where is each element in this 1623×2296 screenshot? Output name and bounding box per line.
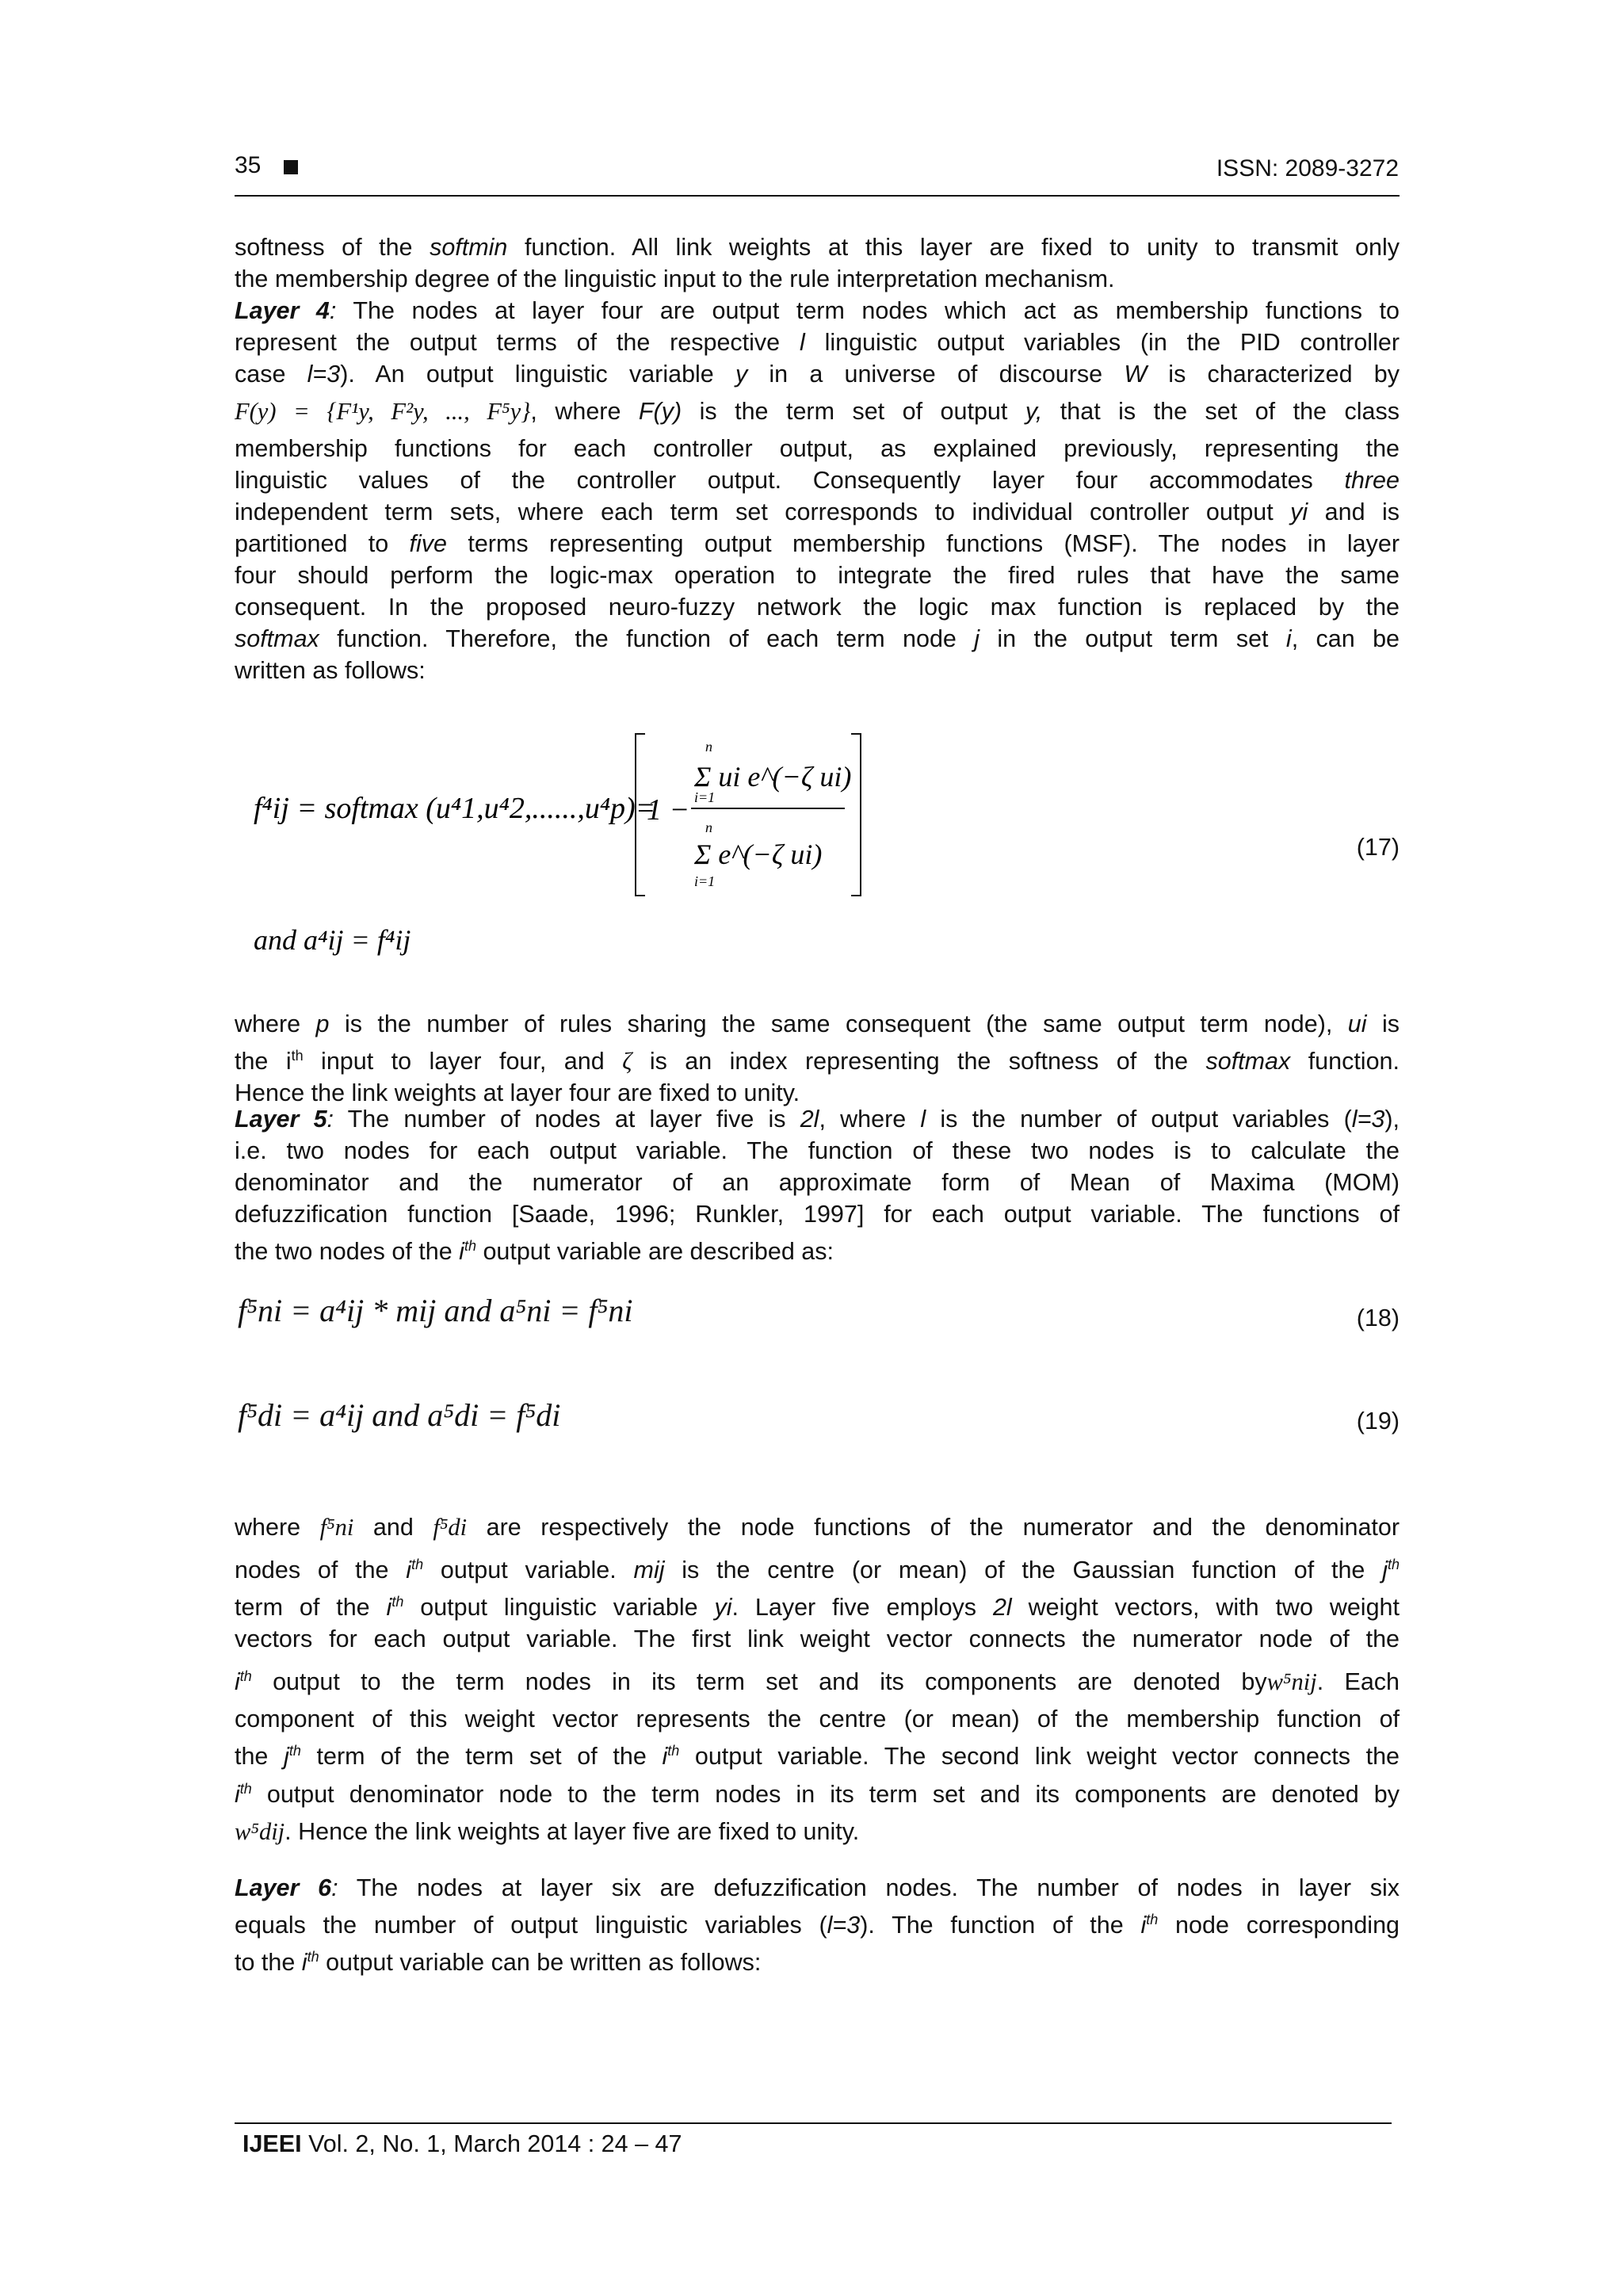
equation-19-number: (19): [1356, 1408, 1400, 1435]
paragraph-layer5: Layer 5: The number of nodes at layer five is 2l, where l is the number of output variables (l=3), i.e. two nodes for each output variable. The function of these two nodes is to calculate the denominator and the numerator of an approximate form of Mean of Maxima (MOM) defuzzification function [Saade, 1996; Runkler, 1997] for each output variable. The functions of the two nodes of the $i^{th}$ output variable are described as:: [235, 1106, 1400, 1266]
eq17-numerator: Σ ui e^(−ζ ui): [694, 761, 852, 793]
eq17-and-line: and a⁴ij = f⁴ij: [254, 924, 411, 956]
equation-17-graphic: [235, 729, 1400, 983]
eq17-num-lower: i=1: [694, 789, 716, 805]
eq17-lhs: f⁴ij = softmax (u⁴1,u⁴2,......,u⁴p)=: [254, 792, 656, 825]
issn: ISSN: 2089-3272: [1216, 155, 1399, 181]
page-number: 35: [235, 152, 262, 178]
equation-19: f⁵di = a⁴ij and a⁵di = f⁵di: [238, 1397, 561, 1433]
equation-18: f⁵ni = a⁴ij * mij and a⁵ni = f⁵ni: [238, 1293, 633, 1328]
eq17-den-upper: n: [705, 819, 712, 835]
header-rule: [235, 195, 1400, 197]
journal-name: IJEEI: [242, 2130, 302, 2157]
term-set-formula: F(y) = {F¹y, F²y, ..., F⁵y}: [235, 398, 531, 425]
layer6-label: Layer 6: [235, 1874, 332, 1901]
eq17-right-bracket: [851, 734, 861, 896]
eq17-den-lower: i=1: [694, 873, 716, 889]
equation-17-number: (17): [1356, 834, 1400, 861]
paragraph-layer4: Layer 4: The nodes at layer four are output term nodes which act as membership functions to represent the output terms of the respective l linguistic output variables (in the PID controller case l=3). An output linguistic variable y in a universe of discourse W is characterized by F(y) = {F¹y, F²y, ..., F⁵y}, where F(y) is the term set of output y, that is the set of the class membership functions for each controller output, as explained previously, representing the linguistic values of the controller output. Consequently layer four accommodates three independent term sets, where each term set corresponds to individual controller output yi and is partitioned to five terms representing output membership functions (MSF). The nodes in layer four should perform the logic-max operation to integrate the fired rules that have the same consequent. In the proposed neuro-fuzzy network the logic max function is replaced by the softmax function. Therefore, the function of each term node j in the output term set i, can be written as follows:: [235, 297, 1400, 684]
layer4-label: Layer 4: [235, 297, 330, 324]
paragraph-softmin: softness of the softmin function. All link weights at this layer are fixed to unity to transmit only the membership degree of the linguistic input to the rule interpretation mechanism.: [235, 234, 1400, 292]
footer-citation: IJEEI Vol. 2, No. 1, March 2014 : 24 – 47: [242, 2130, 682, 2157]
eq17-one-minus: 1 −: [647, 793, 690, 827]
equation-17: [235, 729, 1400, 983]
header-square-icon: [284, 160, 298, 174]
equation-18-number: (18): [1356, 1305, 1400, 1331]
footer-rule: [235, 2122, 1392, 2124]
paragraph-layer6: Layer 6: The nodes at layer six are defuzzification nodes. The number of nodes in layer six equals the number of output linguistic variables (l=3). The function of the $i^{th}$ node corresponding to the $i^{th}$ output variable can be written as follows:: [235, 1874, 1400, 1977]
layer5-label: Layer 5: [235, 1106, 327, 1133]
eq17-num-upper: n: [705, 739, 712, 755]
eq17-denominator: Σ e^(−ζ ui): [694, 839, 823, 870]
paragraph-layer5-desc: where f⁵ni and f⁵di are respectively the node functions of the numerator and the denominator nodes of the $i^{th}$ output variable. mij is the centre (or mean) of the Gaussian function of the $j^{th}$ term of the $i^{th}$ output linguistic variable yi. Layer five employs 2l weight vectors, with two weight vectors for each output variable. The first link weight vector connects the numerator node of the $i^{th}$ output to the term nodes in its term set and its components are denoted byw⁵nij. Each component of this weight vector represents the centre (or mean) of the membership function of the $j^{th}$ term of the term set of the $i^{th}$ output variable. The second link weight vector connects the $i^{th}$ output denominator node to the term nodes in its term set and its components are denoted by w⁵dij. Hence the link weights at layer five are fixed to unity.: [235, 1514, 1400, 1845]
paragraph-softmax-desc: where p is the number of rules sharing the same consequent (the same output term node), ui is the $i^{th}$ input to layer four, and ζ is an index representing the softness of the softmax function. Hence the link weights at layer four are fixed to unity.: [235, 1010, 1400, 1107]
